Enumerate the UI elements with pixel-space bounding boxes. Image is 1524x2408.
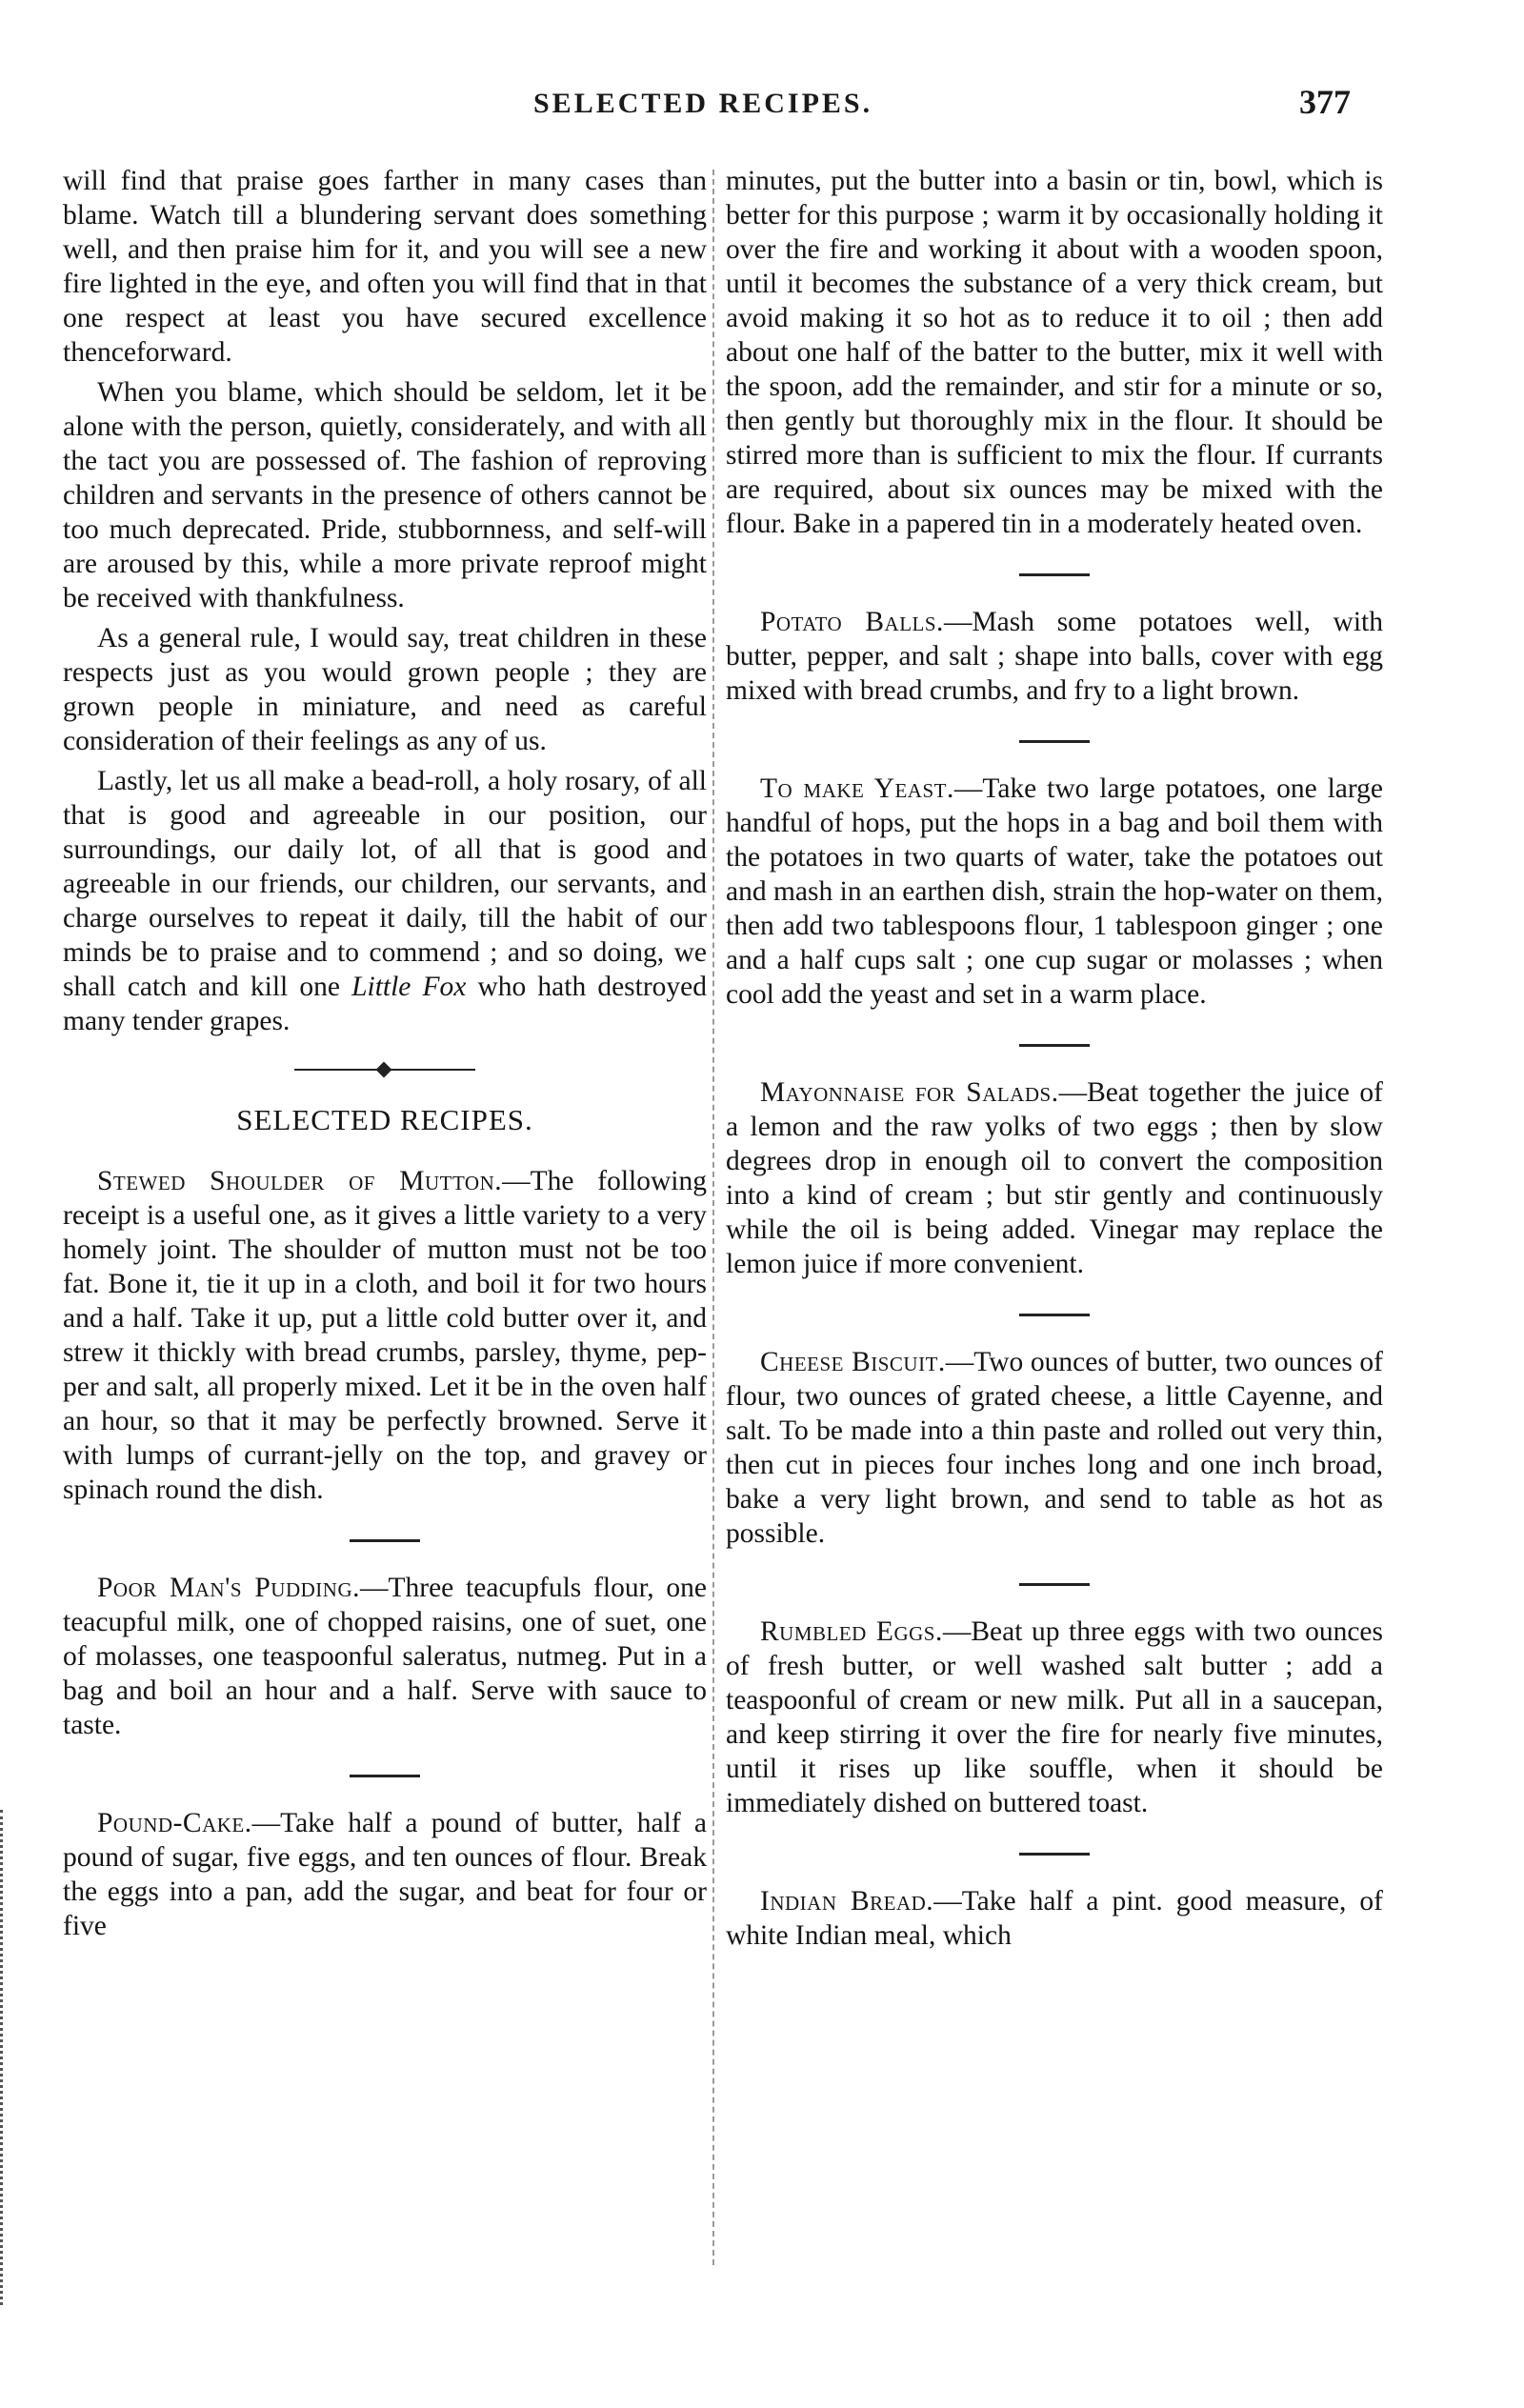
recipe-body: —Mash some potatoes well, with butter, pepper, and salt ; shape into balls, cover with egg mixed with bread crumbs, and fry to a light brown. [726, 607, 1383, 706]
recipe-separator [1019, 1853, 1090, 1856]
recipe-potato-balls [726, 605, 1383, 708]
little-fox-emphasis: Little Fox [351, 972, 467, 1002]
right-column [726, 164, 1383, 1953]
recipe-stewed-mutton [63, 1164, 707, 1507]
ornament-divider [294, 1063, 475, 1076]
column-divider [712, 170, 714, 2265]
recipe-title: Mayonnaise for Salads. [760, 1077, 1059, 1108]
paragraph-praise: will find that praise goes farther in many cases than blame. Watch till a blundering servant does something well, and then praise him for it, and you will see a new fire lighted in the eye, and often you will find that in that one respect at least you have secured excellence thenceforward. [63, 166, 707, 368]
recipe-body: —Three teacupfuls flour, one teacupful milk, one of chopped raisins, one of suet, one of molasses, one teaspoonful saleratus, nutmeg. Put in a bag and boil an hour and a half. Serve with sauce to taste. [63, 1573, 707, 1740]
recipe-separator [1019, 1314, 1090, 1316]
recipe-title: Potato Balls. [760, 607, 944, 637]
recipe-separator [350, 1775, 420, 1777]
recipe-pound-cake [63, 1806, 707, 1943]
paragraph-lastly-text: Lastly, let us all make a bead-roll, a holy rosary, of all that is good and agreeable in our position, our surroundings, our daily lot, of all that is good and agreeable in our friends, our children, our servants, and charge ourselves to repeat it daily, till the habit of our minds be to praise and to commend ; and so doing, we shall catch and kill one [63, 766, 707, 1002]
running-head: SELECTED RECIPES. [533, 88, 873, 119]
recipe-separator [350, 1539, 420, 1542]
recipe-yeast [726, 772, 1383, 1012]
recipe-body: —Take half a pound of butter, half a pound of sugar, five eggs, and ten ounces of flour. Break the eggs into a pan, add the sugar, and beat for four or five [63, 1808, 707, 1941]
recipe-body: —Two ounces of butter, two ounces of flour, two ounces of grated cheese, a little Cayenne, and salt. To be made into a thin paste and rolled out very thin, then cut in pieces four inches long and one inch broad, bake a very light brown, and send to table as hot as possible. [726, 1347, 1383, 1549]
recipe-body: —Beat up three eggs with two ounces of fresh butter, or well washed salt butter ; add a teaspoonful of cream or new milk. Put all in a saucepan, and keep stirring it over the fire for nearly five minutes, until it rises up like souffle, when it should be immediately dished on buttered toast. [726, 1616, 1383, 1818]
recipe-rumbled-eggs [726, 1615, 1383, 1820]
paragraph-lastly-end: who hath destroyed many tender grapes. [63, 972, 708, 1036]
recipe-title: Cheese Biscuit. [760, 1347, 946, 1377]
recipe-title: Rumbled Eggs. [760, 1616, 943, 1647]
page-edge-mark [0, 1810, 10, 2305]
recipe-body: —Beat together the juice of a lemon and the raw yolks of two eggs ; then by slow degrees drop in enough oil to convert the composition into a kind of cream ; but stir gently and continuously while the oil is being added. Vinegar may replace the lemon juice if more convenient. [726, 1077, 1384, 1279]
recipe-body: —Take two large potatoes, one large handful of hops, put the hops in a bag and boil them with the potatoes in two quarts of water, take the potatoes out and mash in an earthen dish, strain the hop-water on them, then add two tablespoons flour, 1 tablespoon ginger ; one and a half cups salt ; one cup sugar or molasses ; when cool add the yeast and set in a warm place. [726, 773, 1383, 1010]
recipe-poor-mans-pudding [63, 1571, 707, 1742]
paragraph-lastly [63, 764, 707, 1038]
recipe-indian-bread [726, 1884, 1383, 1953]
recipe-separator [1019, 1044, 1090, 1047]
recipe-separator [1019, 1583, 1090, 1586]
recipe-title: To make Yeast. [760, 773, 954, 804]
recipe-separator [1019, 573, 1090, 576]
recipe-mayonnaise [726, 1075, 1383, 1281]
pound-cake-continuation: minutes, put the butter into a basin or tin, bowl, which is better for this purpose ; warm it by occasionally holding it over the fire and working it about with a wooden spoon, until it becomes the substance of a very thick cream, but avoid making it so hot as to reduce it to oil ; then add about one half of the batter to the butter, mix it well with the spoon, add the remainder, and stir for a minute or so, then gently but thoroughly mix in the flour. It should be stirred more than is sufficient to mix the flour. If currants are required, about six ounces may be mixed with the flour. Bake in a papered tin in a moderately heated oven. [726, 166, 1383, 539]
paragraph-general-rule: As a general rule, I would say, treat children in these respects just as you would grown people ; they are grown people in miniature, and need as careful consideration of their feelings as any of us. [63, 623, 707, 756]
recipe-body: —The following receipt is a useful one, as it gives a little variety to a very homely joint. The shoulder of mutton must not be too fat. Bone it, tie it up in a cloth, and boil it for two hours and a half. Take it up, put a little cold butter over it, and strew it thickly with bread crumbs, parsley, thyme, pepper and salt, all properly mixed. Let it be in the oven half an hour, so that it may be perfectly browned. Serve it with lumps of currant-jelly on the top, and gravey or spinach round the dish. [63, 1166, 707, 1505]
recipe-title: Poor Man's Pudding. [97, 1573, 360, 1603]
recipe-separator [1019, 740, 1090, 743]
recipe-cheese-biscuit [726, 1345, 1383, 1551]
section-heading: SELECTED RECIPES. [236, 1103, 533, 1136]
recipe-title: Stewed Shoulder of Mutton. [97, 1166, 503, 1196]
left-column [63, 164, 707, 1943]
paragraph-blame: When you blame, which should be seldom, let it be alone with the person, quietly, considerately, and with all the tact you are possessed of. The fashion of reproving children and servants in the presence of others cannot be too much deprecated. Pride, stubbornness, and self-will are aroused by this, while a more private reproof might be received with thankfulness. [63, 377, 707, 613]
page-number: 377 [1299, 83, 1351, 121]
recipe-body: —Take half a pint. good measure, of white Indian meal, which [726, 1886, 1383, 1951]
recipe-title: Indian Bread. [760, 1886, 934, 1916]
recipe-title: Pound-Cake. [97, 1808, 252, 1838]
